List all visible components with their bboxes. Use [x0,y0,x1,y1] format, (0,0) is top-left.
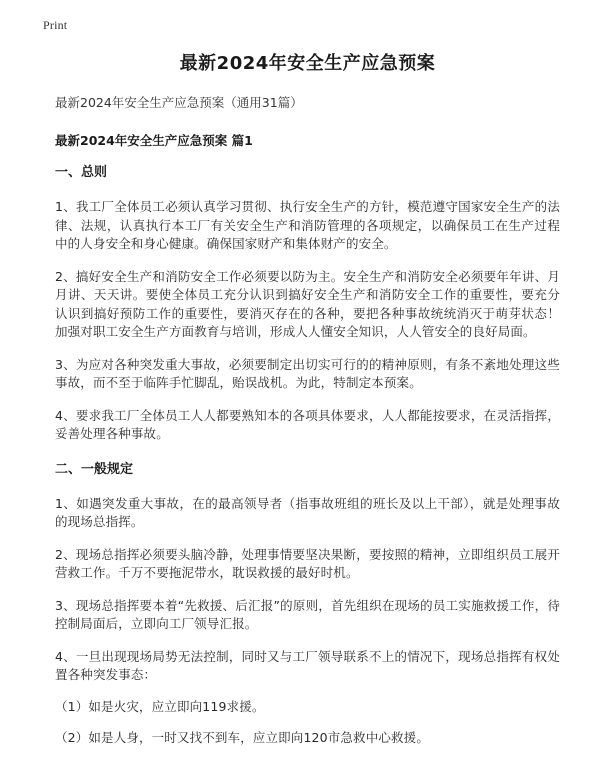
paragraph: 1、我工厂全体员工必须认真学习贯彻、执行安全生产的方针，模范遵守国家安全生产的法律、法规，认真执行本工厂有关安全生产和消防管理的各项规定，以确保员工在生产过程中的人身安全和身心健康。确保国家财产和集体财产的安全。 [55,199,560,251]
list-item: （2）如是人身，一时又找不到车，应立即向120市急救中心救援。 [55,730,429,745]
list-item: （1）如是火灾，应立即向119求援。 [55,698,265,714]
document-body [55,50,560,748]
paragraph: 2、搞好安全生产和消防安全工作必须要以防为主。安全生产和消防安全必须要年年讲、月月讲、天天讲。要使全体员工充分认识到搞好安全生产和消防安全工作的重要性，要充分认识到搞好预防工作的重要性，要消灭存在的各种，要把各种事故统统消灭于萌芽状态！加强对职工安全生产方面教育与培训，形成人人懂安全知识，人人管安全的良好局面。 [55,268,560,339]
document-subtitle: 最新2024年安全生产应急预案（通用31篇） [55,95,303,110]
paragraph: 3、为应对各种突发重大事故，必须要制定出切实可行的的精神原则，有条不紊地处理这些事故，而不至于临阵手忙脚乱，贻误战机。为此，特制定本预案。 [55,356,560,390]
paragraph: 3、现场总指挥要本着“先救援、后汇报”的原则，首先组织在现场的员工实施救援工作，待控制局面后，立即向工厂领导汇报。 [55,597,560,631]
paragraph: 2、现场总指挥必须要头脑冷静，处理事情要坚决果断，要按照的精神，立即组织员工展开营救工作。千万不要拖泥带水，耽误救援的最好时机。 [55,546,560,580]
section-heading-rules: 二、一般规定 [55,461,134,477]
paragraph: 1、如遇突发重大事故，在的最高领导者（指事故班组的班长及以上干部），就是处理事故的现场总指挥。 [55,495,560,529]
paragraph: 4、要求我工厂全体员工人人都要熟知本的各项具体要求，人人都能按要求，在灵活指挥，妥善处理各种事故。 [55,407,560,441]
print-label[interactable]: Print [43,18,68,32]
paragraph: 4、一旦出现现场局势无法控制，同时又与工厂领导联系不上的情况下，现场总指挥有权处置各种突发事态： [55,648,560,682]
chapter-heading: 最新2024年安全生产应急预案 篇1 [55,133,253,148]
document-title: 最新2024年安全生产应急预案 [179,53,436,74]
section-heading-general: 一、总则 [55,165,108,180]
